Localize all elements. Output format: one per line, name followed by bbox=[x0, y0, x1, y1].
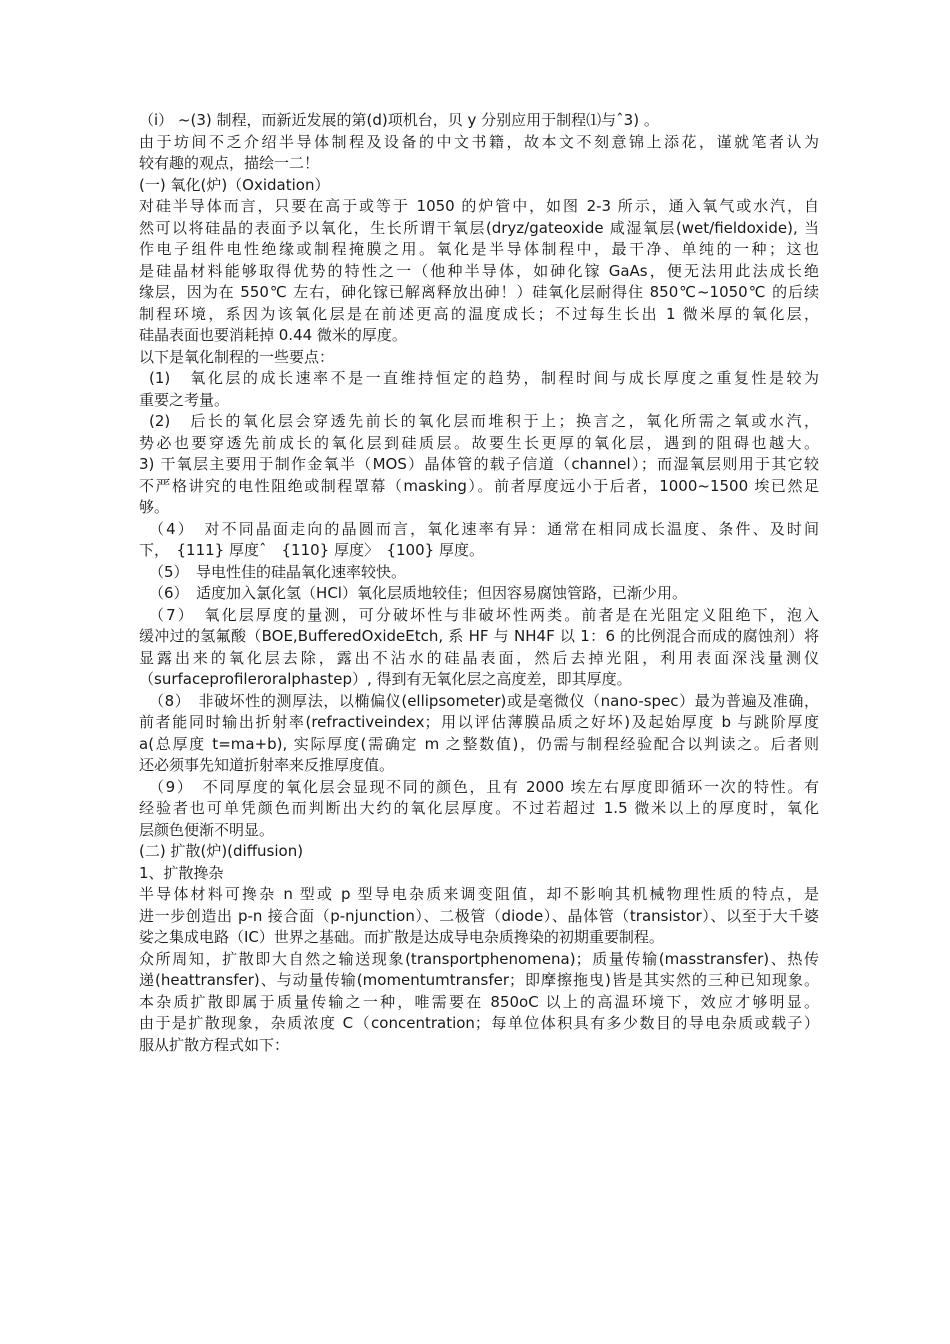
text-line: 由于坊间不乏介绍半导体制程及设备的中文书籍，故本文不刻意锦上添花，谨就笔者认为 bbox=[139, 132, 819, 151]
text-line: 递(heattransfer)、与动量传输(momentumtransfer；即摩擦拖曳)皆是其实然的三种已知现象。 bbox=[139, 971, 819, 989]
text-line: （5） 导电性佳的硅晶氧化速率较快。 bbox=[149, 562, 407, 581]
text-line: 作电子组件电性绝缘或制程掩膜之用。氧化是半导体制程中，最干净、单纯的一种；这也 bbox=[139, 240, 819, 258]
text-line: 经验者也可单凭颜色而判断出大约的氧化层厚度。不过若超过 1.5 微米以上的厚度时，氧化 bbox=[139, 799, 819, 817]
text-line: 前者能同时输出折射率(refractiveindex；用以评估薄膜品质之好坏)及起始厚度 b 与跳阶厚度 bbox=[139, 713, 819, 731]
text-line: 以下是氧化制程的一些要点： bbox=[139, 347, 335, 366]
text-line: 对硅半导体而言，只要在高于或等于 1050 的炉管中，如图 2-3 所示，通入氧气或水汽，自 bbox=[139, 197, 819, 215]
text-line: a(总厚度 t=ma+b), 实际厚度(需确定 m 之整数值)，仍需与制程经验配合以判读之。后者则 bbox=[139, 734, 819, 753]
text-line: 硅晶表面也要消耗掉 0.44 微米的厚度。 bbox=[139, 326, 407, 344]
text-line: 不严格讲究的电性阻绝或制程罩幕（masking）。前者厚度远小于后者，1000~1500 埃已然足 bbox=[139, 476, 819, 495]
text-line: 由于是扩散现象，杂质浓度 C（concentration；每单位体积具有多少数目的导电杂质或载子） bbox=[139, 1014, 819, 1032]
text-line: （9） 不同厚度的氧化层会显现不同的颜色，且有 2000 埃左右厚度即循环一次的特性。有 bbox=[149, 777, 819, 796]
text-line: 下， {111} 厚度ˆ {110} 厚度〉 {100} 厚度。 bbox=[139, 541, 484, 559]
text-line: 3) 干氧层主要用于制作金氧半（MOS）晶体管的载子信道（channel）；而湿氧层则用于其它较 bbox=[139, 455, 819, 473]
text-line: 势必也要穿透先前成长的氧化层到硅质层。故要生长更厚的氧化层，遇到的阻碍也越大。 bbox=[139, 433, 819, 452]
text-line: 较有趣的观点，描绘一二！ bbox=[139, 154, 320, 172]
text-line: (一) 氧化(炉)（Oxidation） bbox=[139, 175, 330, 194]
text-line: 是硅晶材料能够取得优势的特性之一（他种半导体，如砷化镓 GaAs，便无法用此法成长绝 bbox=[139, 261, 819, 280]
text-line: 制程环境，系因为该氧化层是在前述更高的温度成长；不过每生长出 1 微米厚的氧化层， bbox=[139, 304, 819, 323]
text-line: （4） 对不同晶面走向的晶圆而言，氧化速率有异：通常在相同成长温度、条件、及时间 bbox=[149, 519, 819, 538]
text-line: 然可以将硅晶的表面予以氧化，生长所谓干氧层(dryz/gateoxide 咸湿氧层(wet/fieldoxide), 当 bbox=[139, 218, 819, 237]
text-line: (2) 后长的氧化层会穿透先前长的氧化层而堆积于上；换言之，氧化所需之氧或水汽， bbox=[149, 412, 819, 430]
text-line: 缘层，因为在 550℃ 左右，砷化镓已解离释放出砷！）硅氧化层耐得住 850℃~1050℃ 的后续 bbox=[139, 283, 819, 301]
text-line: （i） ~(3) 制程，而新近发展的第(d)项机台，贝 y 分别应用于制程⑴与ˆ3) 。 bbox=[139, 111, 659, 129]
text-line: 本杂质扩散即属于质量传输之一种，唯需要在 850oC 以上的高温环境下，效应才够明显。 bbox=[139, 992, 819, 1011]
text-line: （surfaceprofileroralphastep）, 得到有无氧化层之高度差，即其厚度。 bbox=[139, 670, 632, 688]
text-line: 层颜色便渐不明显。 bbox=[139, 820, 275, 839]
text-line: (二) 扩散(炉)(diffusion) bbox=[139, 842, 304, 860]
text-line: 重要之考量。 bbox=[139, 390, 230, 409]
text-line: （8） 非破坏性的测厚法，以椭偏仪(ellipsometer)或是毫微仪（nano-spec）最为普遍及准确， bbox=[149, 691, 819, 710]
text-line: （6） 适度加入氯化氢（HCl）氧化层质地较佳；但因容易腐蚀管路，已渐少用。 bbox=[149, 584, 687, 602]
text-line: 娑之集成电路（IC）世界之基础。而扩散是达成导电杂质搀染的初期重要制程。 bbox=[139, 928, 664, 946]
document-body bbox=[139, 110, 819, 1056]
text-line: （7） 氧化层厚度的量测，可分破坏性与非破坏性两类。前者是在光阻定义阻绝下，泡入 bbox=[149, 605, 819, 624]
text-line: 服从扩散方程式如下： bbox=[139, 1035, 290, 1054]
text-line: 进一步创造出 p-n 接合面（p-njunction）、二极管（diode）、晶体管（transistor）、以至于大千婆 bbox=[139, 906, 819, 925]
text-line: 半导体材料可搀杂 n 型或 p 型导电杂质来调变阻值，却不影响其机械物理性质的特点，是 bbox=[139, 885, 819, 903]
text-line: 够。 bbox=[139, 498, 170, 516]
text-line: (1) 氧化层的成长速率不是一直维持恒定的趋势，制程时间与成长厚度之重复性是较为 bbox=[149, 369, 819, 387]
text-line: 还必须事先知道折射率来反推厚度值。 bbox=[139, 756, 395, 774]
text-line: 1、扩散搀杂 bbox=[139, 863, 224, 882]
text-line: 缓冲过的氢氟酸（BOE,BufferedOxideEtch, 系 HF 与 NH4F 以 1：6 的比例混合而成的腐蚀剂）将 bbox=[139, 627, 819, 645]
text-line: 众所周知，扩散即大自然之输送现象(transportphenomena)；质量传输(masstransfer)、热传 bbox=[139, 949, 819, 968]
text-line: 显露出来的氧化层去除，露出不沾水的硅晶表面，然后去掉光阻，利用表面深浅量测仪 bbox=[139, 648, 819, 667]
